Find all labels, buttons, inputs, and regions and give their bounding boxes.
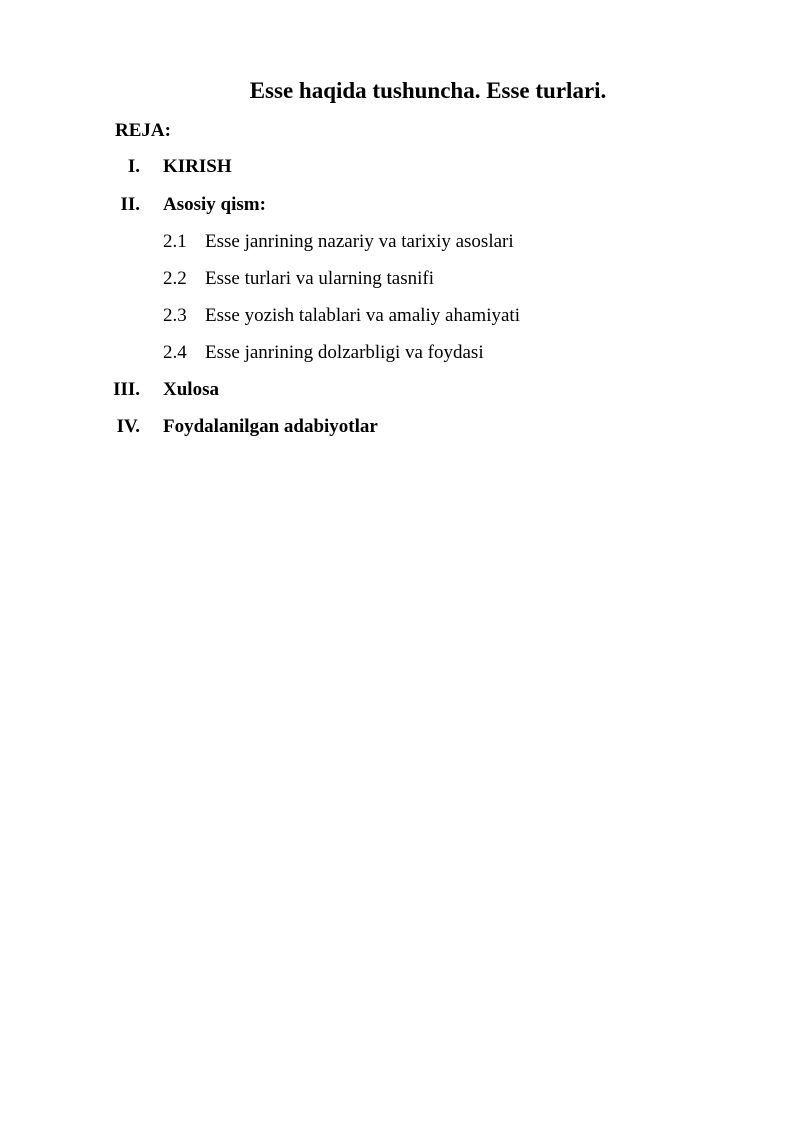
plan-item-numeral: III. xyxy=(113,379,140,400)
plan-item-label: Xulosa xyxy=(163,379,219,400)
plan-item-numeral: II. xyxy=(120,194,140,215)
document-title: Esse haqida tushuncha. Esse turlari. xyxy=(249,78,607,103)
plan-item-2 xyxy=(0,192,800,218)
plan-subitem-2-1 xyxy=(0,229,800,255)
plan-subitem-2-2 xyxy=(0,266,800,292)
plan-item-numeral: IV. xyxy=(116,416,140,437)
plan-subitem-label: Esse janrining nazariy va tarixiy asoslari xyxy=(205,231,514,252)
plan-subitem-number: 2.3 xyxy=(163,305,187,326)
plan-item-4 xyxy=(0,414,800,440)
plan-subitem-2-3 xyxy=(0,303,800,329)
plan-subitem-number: 2.1 xyxy=(163,231,187,252)
plan-subitem-label: Esse yozish talablari va amaliy ahamiyati xyxy=(205,305,520,326)
plan-item-1 xyxy=(0,154,800,180)
plan-subitem-number: 2.2 xyxy=(163,268,187,289)
plan-item-label: Foydalanilgan adabiyotlar xyxy=(163,416,378,437)
plan-item-3 xyxy=(0,377,800,403)
plan-item-numeral: I. xyxy=(127,156,140,177)
plan-subitem-number: 2.4 xyxy=(163,342,187,363)
plan-item-label: Asosiy qism: xyxy=(163,194,266,215)
plan-item-label: KIRISH xyxy=(163,156,232,177)
plan-heading: REJA: xyxy=(115,120,171,141)
plan-subitem-label: Esse janrining dolzarbligi va foydasi xyxy=(205,342,484,363)
plan-subitem-label: Esse turlari va ularning tasnifi xyxy=(205,268,434,289)
plan-subitem-2-4 xyxy=(0,340,800,366)
